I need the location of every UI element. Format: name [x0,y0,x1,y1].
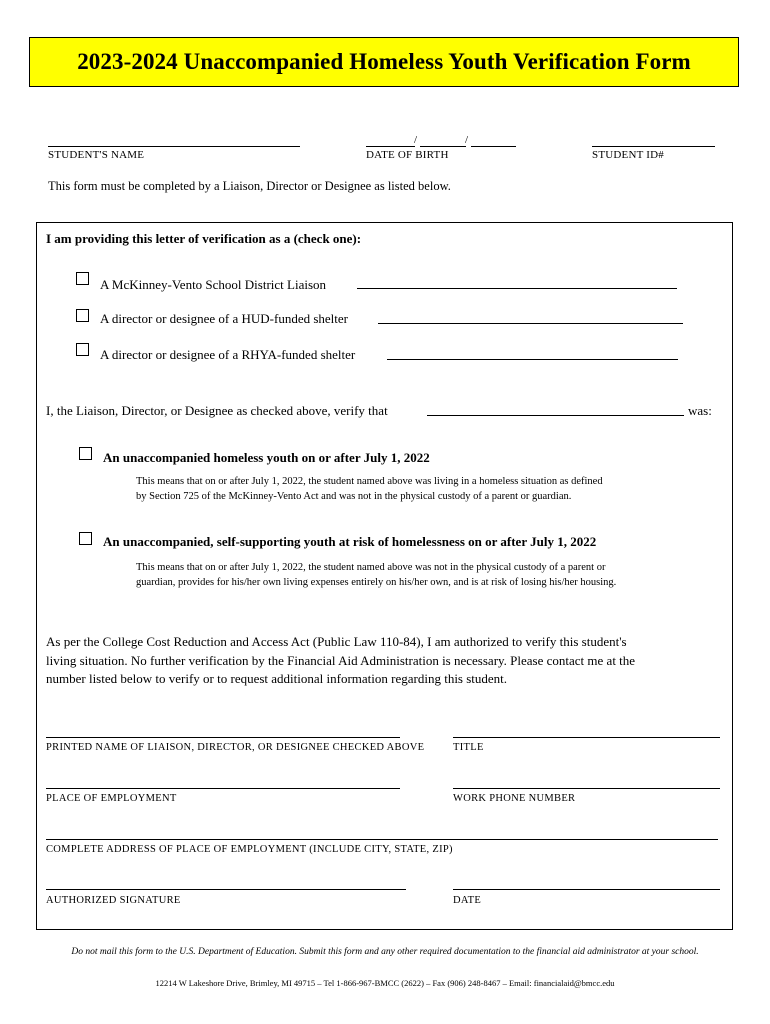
status-homeless-youth-desc-2: by Section 725 of the McKinney-Vento Act and was not in the physical custody of a parent or guardian. [136,491,572,502]
date-label: DATE [453,895,482,906]
checkbox-at-risk-youth[interactable] [79,532,92,545]
signature-field[interactable] [46,889,406,890]
option-rhya-shelter: A director or designee of a RHYA-funded shelter [100,347,356,362]
status-at-risk-youth-desc-1: This means that on or after July 1, 2022, the student named above was not in the physical custody of a parent or [136,562,606,573]
title-field[interactable] [453,737,720,738]
place-of-employment-field[interactable] [46,788,400,789]
option-mckinney-vento-liaison: A McKinney-Vento School District Liaison [100,277,327,292]
form-title: 2023-2024 Unaccompanied Homeless Youth Verification Form [77,49,691,74]
checkbox-hud-shelter[interactable] [76,309,89,322]
form-title-banner [29,37,739,87]
printed-name-field[interactable] [46,737,400,738]
authorization-line-3: number listed below to verify or to request additional information regarding this student. [46,671,508,686]
title-label: TITLE [453,742,484,753]
authorization-line-2: living situation. No further verification by the Financial Aid Administration is necessary. Please contact me at the [46,653,636,668]
authorization-line-1: As per the College Cost Reduction and Access Act (Public Law 110-84), I am authorized to verify this student's [46,634,627,649]
student-id-field[interactable] [592,146,715,147]
verify-statement: I, the Liaison, Director, or Designee as checked above, verify that [46,403,388,418]
status-homeless-youth-desc-1: This means that on or after July 1, 2022, the student named above was living in a homeless situation as defined [136,476,603,487]
place-of-employment-label: PLACE OF EMPLOYMENT [46,793,177,804]
complete-address-field[interactable] [46,839,718,840]
date-field[interactable] [453,889,720,890]
dob-year-field[interactable] [471,146,516,147]
instruction-text: This form must be completed by a Liaison, Director or Designee as listed below. [48,179,451,193]
dob-day-field[interactable] [420,146,466,147]
verification-heading: I am providing this letter of verification as a (check one): [46,231,362,246]
checkbox-rhya-shelter[interactable] [76,343,89,356]
complete-address-label: COMPLETE ADDRESS OF PLACE OF EMPLOYMENT (INCLUDE CITY, STATE, ZIP) [46,844,453,855]
verify-suffix: was: [688,403,712,418]
checkbox-homeless-youth[interactable] [79,447,92,460]
liaison-name-field[interactable] [357,288,677,289]
dob-label: DATE OF BIRTH [366,149,449,161]
dob-month-field[interactable] [366,146,415,147]
student-verified-field[interactable] [427,415,684,416]
student-name-field[interactable] [48,146,300,147]
footer-note: Do not mail this form to the U.S. Department of Education. Submit this form and any other required documentation to the financial aid administrator at your school. [71,947,699,957]
status-homeless-youth-heading: An unaccompanied homeless youth on or after July 1, 2022 [103,450,430,465]
dob-slash-1: / [414,134,418,146]
student-name-label: STUDENT'S NAME [48,149,145,161]
dob-slash-2: / [465,134,469,146]
work-phone-label: WORK PHONE NUMBER [453,793,576,804]
status-at-risk-youth-desc-2: guardian, provides for his/her own living expenses entirely on his/her own, and is at risk of losing his/her housing. [136,577,617,588]
student-id-label: STUDENT ID# [592,149,664,161]
signature-label: AUTHORIZED SIGNATURE [46,895,181,906]
option-hud-shelter: A director or designee of a HUD-funded shelter [100,311,348,326]
hud-shelter-field[interactable] [378,323,683,324]
work-phone-field[interactable] [453,788,720,789]
rhya-shelter-field[interactable] [387,359,678,360]
checkbox-mckinney-vento-liaison[interactable] [76,272,89,285]
footer-address: 12214 W Lakeshore Drive, Brimley, MI 49715 – Tel 1-866-967-BMCC (2622) – Fax (906) 248-8467 – Email: financialaid@bmcc.edu [155,978,615,988]
status-at-risk-youth-heading: An unaccompanied, self-supporting youth at risk of homelessness on or after July 1, 2022 [103,534,597,549]
printed-name-label: PRINTED NAME OF LIAISON, DIRECTOR, OR DESIGNEE CHECKED ABOVE [46,742,425,753]
